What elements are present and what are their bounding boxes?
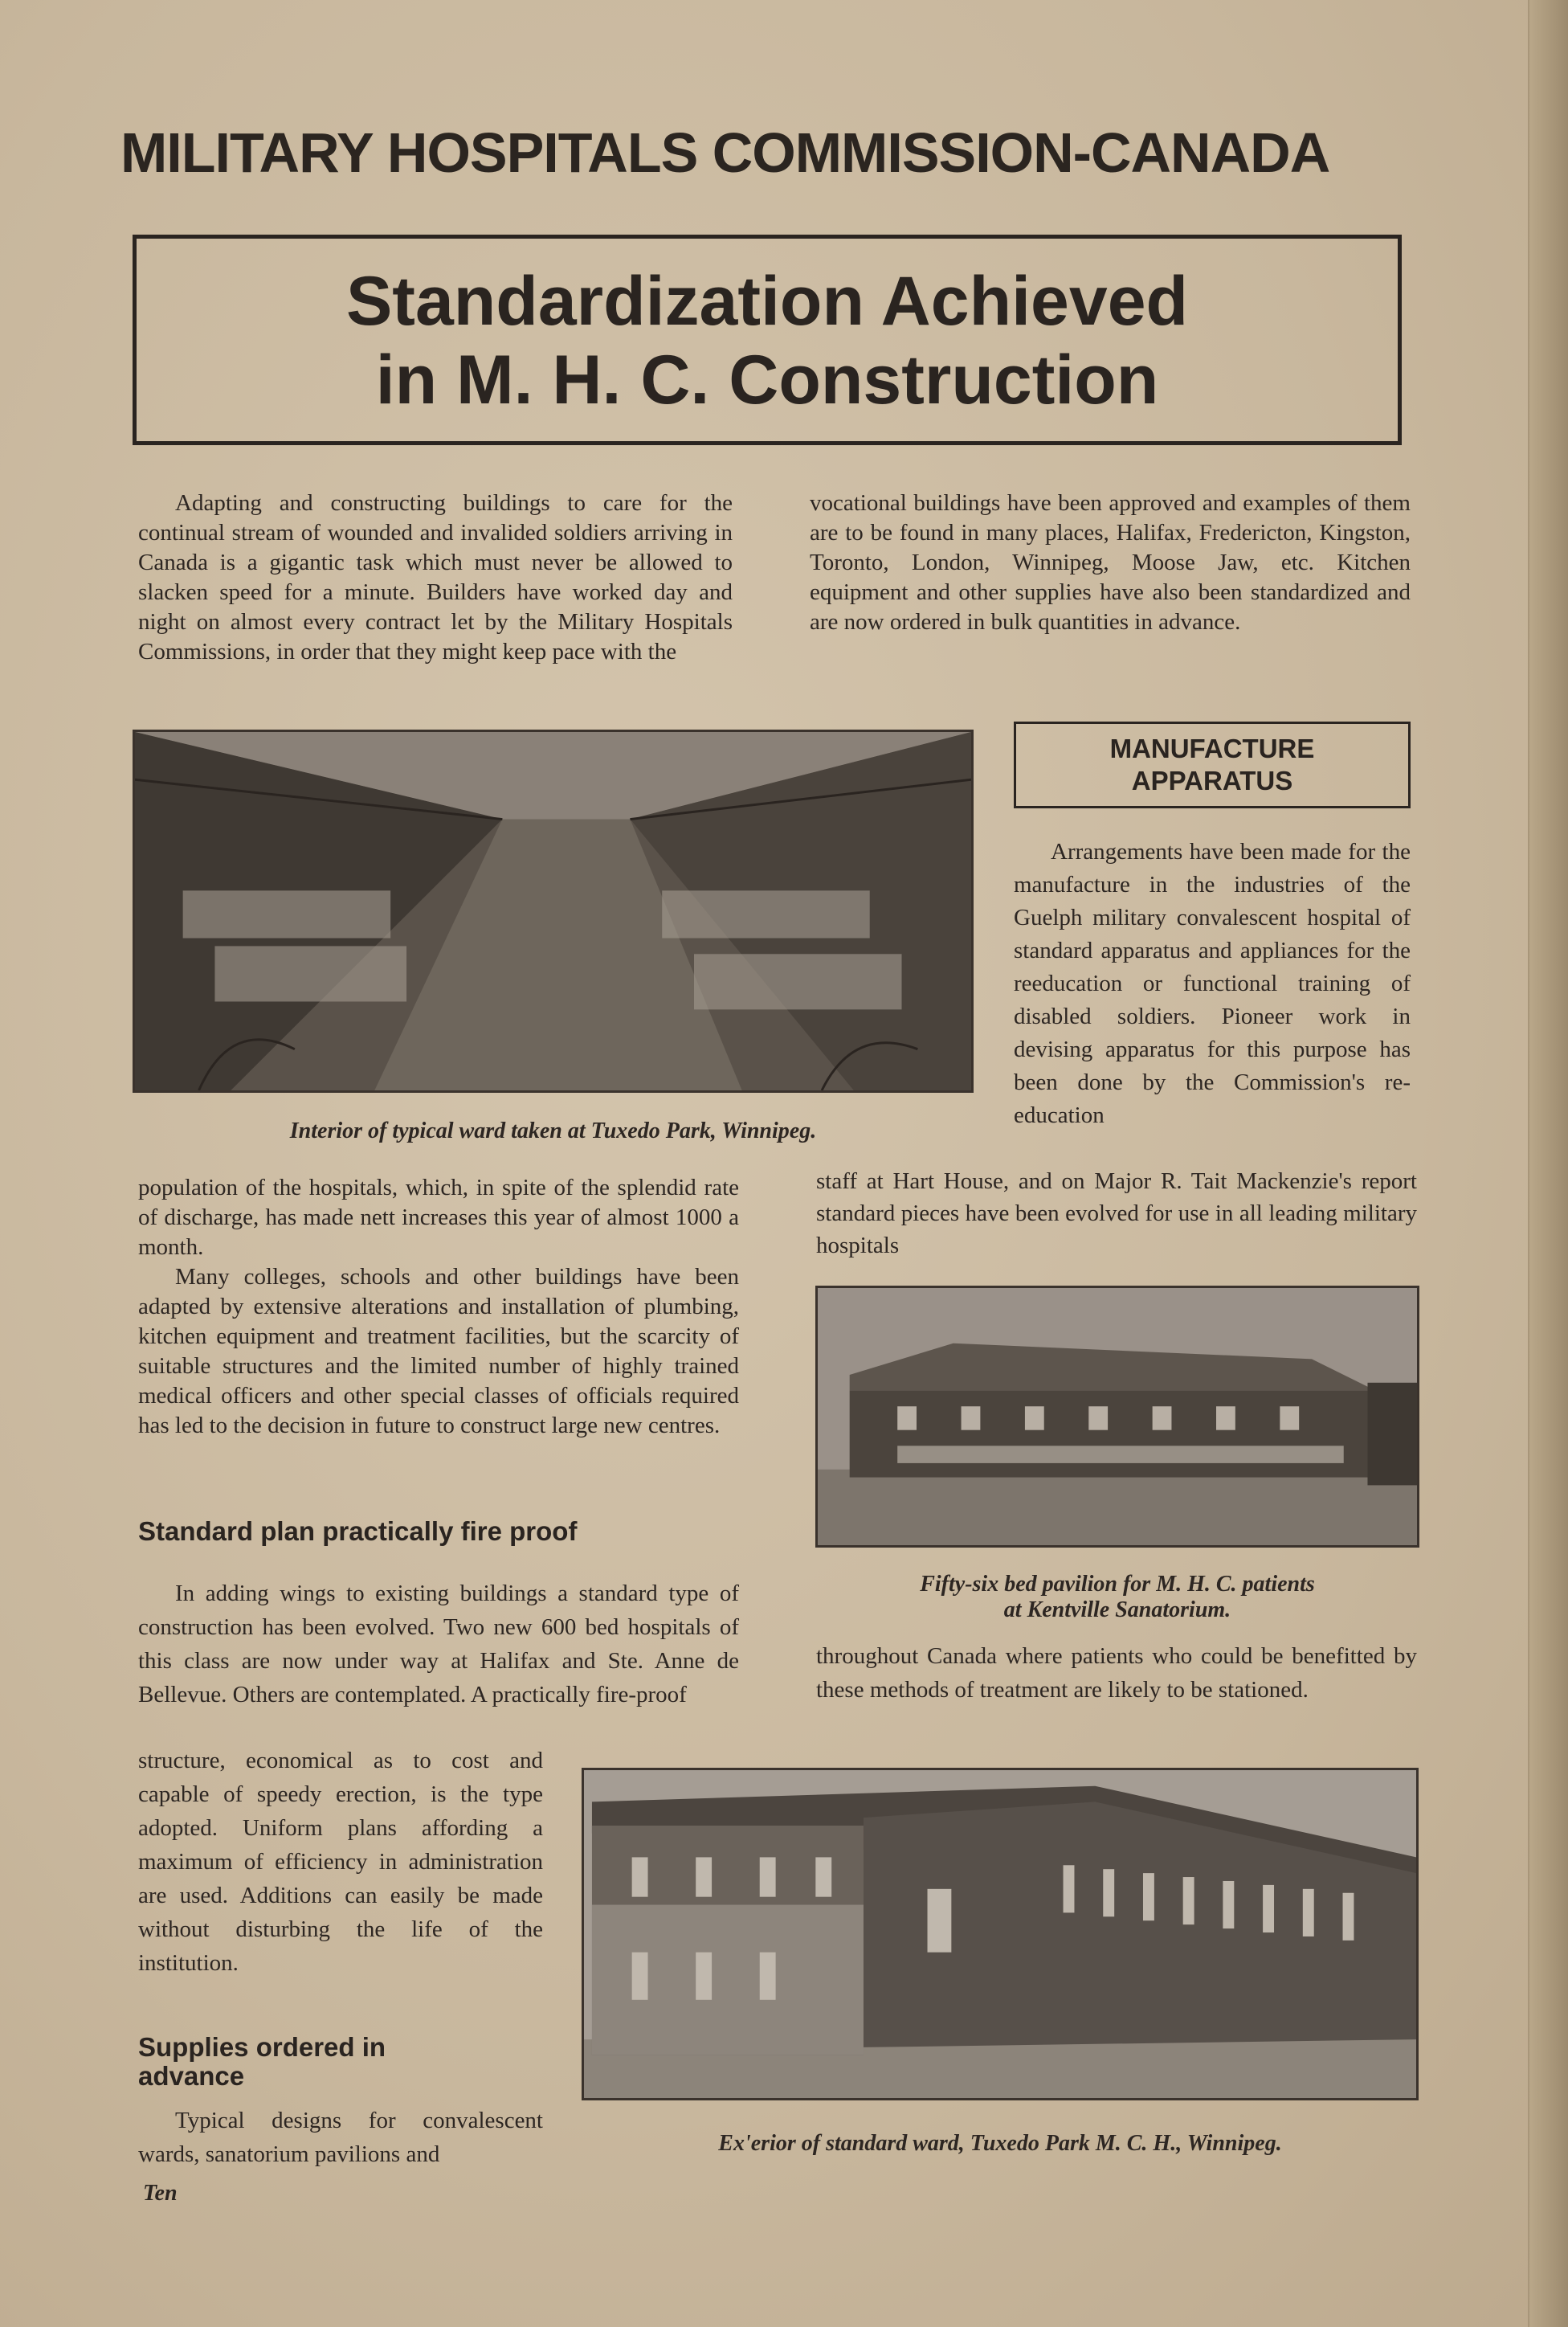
right-bottom-body: throughout Canada where patients who could be benefitted by these methods of treatment are likely to be stationed. bbox=[816, 1643, 1417, 1703]
manufacture-text bbox=[1014, 836, 1411, 1132]
standard-plan-body: In adding wings to existing buildings a standard type of construction has been evolved. Two new 600 bed hospitals of this class are now under way at Halifax and Ste. Anne de Bellevue. Others are contemplated. A practically fire-proof bbox=[138, 1581, 739, 1707]
title-line-1: Standardization Achieved bbox=[345, 263, 1189, 340]
standard-plan-text bbox=[138, 1577, 739, 1712]
body-left-1: population of the hospitals, which, in spite of the splendid rate of discharge, has made nett increases this year of almost 1000 a month. bbox=[138, 1175, 739, 1260]
standard-plan-heading: Standard plan practically fire proof bbox=[138, 1516, 578, 1546]
body-left bbox=[138, 1173, 739, 1441]
supplies-heading-2: advance bbox=[138, 2061, 245, 2091]
masthead: MILITARY HOSPITALS COMMISSION-CANADA bbox=[120, 121, 1330, 184]
manufacture-continued-text: staff at Hart House, and on Major R. Tait Mackenzie's report standard pieces have been evolved for use in all leading military hospitals bbox=[816, 1168, 1417, 1258]
pavilion-caption bbox=[815, 1572, 1419, 1623]
standard-plan-cont bbox=[138, 1744, 543, 1980]
page-edge bbox=[1528, 0, 1568, 2327]
intro-left bbox=[138, 489, 733, 667]
intro-right bbox=[810, 489, 1411, 637]
pavilion-caption-1: Fifty-six bed pavilion for M. H. C. patients bbox=[920, 1572, 1315, 1597]
manufacture-heading-box bbox=[1014, 722, 1411, 808]
exterior-photo bbox=[582, 1768, 1419, 2100]
manufacture-heading-1: MANUFACTURE bbox=[1109, 734, 1315, 763]
page-number: Ten bbox=[143, 2181, 178, 2206]
supplies-text bbox=[138, 2104, 543, 2171]
exterior-caption: Ex'erior of standard ward, Tuxedo Park M. C. H., Winnipeg. bbox=[718, 2131, 1282, 2156]
body-left-2: Many colleges, schools and other buildings have been adapted by extensive alterations and installation of plumbing, kitchen equipment and treatment facilities, but the scarcity of suitable structures and the limited number of highly trained medical officers and other special classes of officials required has led to the decision in future to construct large new centres. bbox=[138, 1264, 739, 1438]
manufacture-continued bbox=[816, 1165, 1417, 1262]
standard-plan-cont-body: structure, economical as to cost and capable of speedy erection, is the type adopted. Uniform plans affording a maximum of efficiency in administration are used. Additions can easily be made without disturbing the life of the institution. bbox=[138, 1748, 543, 1976]
supplies-heading bbox=[138, 2033, 540, 2091]
manufacture-heading-2: APPARATUS bbox=[1131, 766, 1293, 795]
supplies-body: Typical designs for convalescent wards, sanatorium pavilions and bbox=[138, 2108, 543, 2167]
intro-left-text: Adapting and constructing buildings to care for the continual stream of wounded and invalided soldiers arriving in Canada is a gigantic task which must never be allowed to slacken speed for a minute. Builders have worked day and night on almost every contract let by the Military Hospitals Commissions, in order that they might keep pace with the bbox=[138, 490, 733, 665]
pavilion-photo bbox=[815, 1286, 1419, 1548]
ward-interior-photo bbox=[133, 730, 974, 1093]
ward-interior-caption: Interior of typical ward taken at Tuxedo Park, Winnipeg. bbox=[289, 1119, 817, 1143]
supplies-heading-1: Supplies ordered in bbox=[138, 2032, 386, 2062]
title-box bbox=[133, 235, 1402, 445]
pavilion-caption-2: at Kentville Sanatorium. bbox=[1003, 1597, 1231, 1622]
title-line-2: in M. H. C. Construction bbox=[375, 341, 1159, 419]
right-bottom-text bbox=[816, 1639, 1417, 1707]
intro-right-text: vocational buildings have been approved and examples of them are to be found in many places, Halifax, Fredericton, Kingston, Toronto, London, Winnipeg, Moose Jaw, etc. Kitchen equipment and other supplies have also been standardized and are now ordered in bulk quantities in advance. bbox=[810, 490, 1411, 635]
manufacture-text-body: Arrangements have been made for the manufacture in the industries of the Guelph military convalescent hospital of standard apparatus and appliances for the reeducation or functional training of disabled soldiers. Pioneer work in devising apparatus for this purpose has been done by the Commission's re-education bbox=[1014, 839, 1411, 1128]
